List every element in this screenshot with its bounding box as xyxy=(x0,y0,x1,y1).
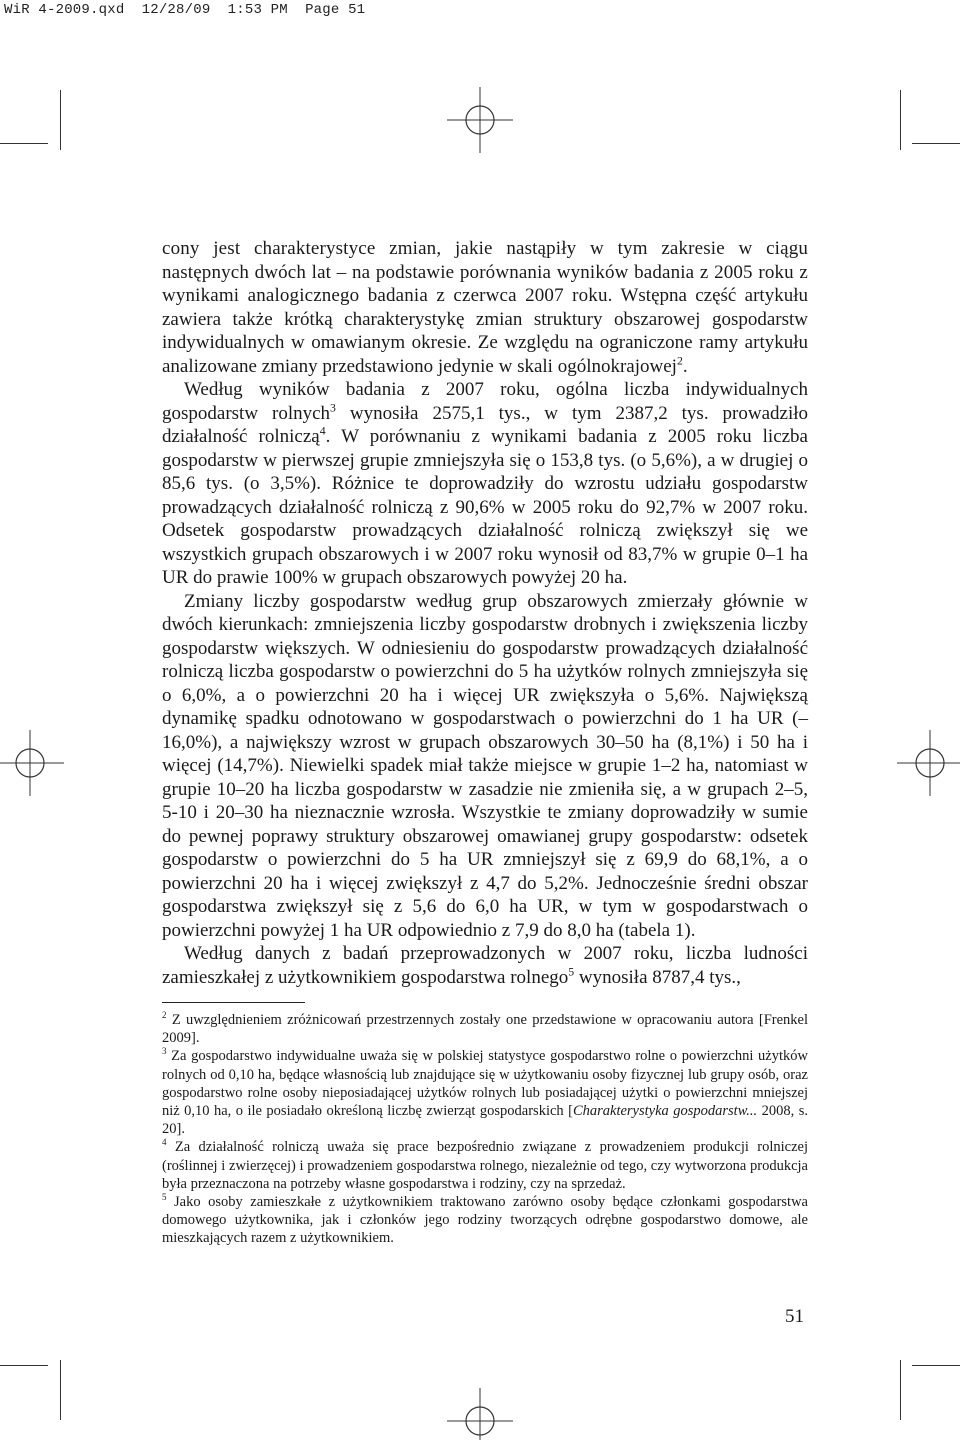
slug-file: WiR 4-2009.qxd xyxy=(4,2,125,18)
paragraph-text: . W porównaniu z wynikami badania z 2005 roku liczba gospodarstw w pierwszej grupie zmniejszyła się o 153,8 tys. (o 5,6%), a w drugiej o 85,6 tys. (o 3,5%). Różnice te doprowadziły do wzrostu udziału gospodarstw prowadzących działalność rolniczą z 90,6% w 2005 roku do 92,7% w 2007 roku. Odsetek gospodarstw prowadzących działalność rolniczą zwiększył się we wszystkich grupach obszarowych i w 2007 roku wynosił od 83,7% w grupie 0–1 ha UR do prawie 100% w grupach obszarowych powyżej 20 ha. xyxy=(162,426,808,588)
footnotes xyxy=(162,1011,808,1248)
paragraph-text: wynosiła 8787,4 tys., xyxy=(574,966,741,988)
paragraph-text: cony jest charakterystyce zmian, jakie nastąpiły w tym zakresie w ciągu następnych dwóch lat – na podstawie porównania wyników badania z 2005 roku z wynikami analogicznego badania z czerwca 2007 roku. xyxy=(162,238,808,306)
footnote-number: 4 xyxy=(162,1137,167,1148)
paragraph: Zmiany liczby gospodarstw według grup obszarowych zmierzały głównie w dwóch kierunkach: zmniejszenia liczby gospodarstw drobnych i zwiększenia liczby gospodarstw większych. W odniesieniu do gospodarstw prowadzących działalność rolniczą liczba gospodarstw o powierzchni do 5 ha użytków rolnych zmniejszyła się o 6,0%, a o powierzchni 20 ha i więcej UR zwiększyła o 5,6%. Największą dynamikę spadku odnotowano w gospodarstwach o powierzchni do 1 ha UR (–16,0%), a największy wzrost w grupach obszarowych 30–50 ha (8,1%) i 50 ha i więcej (14,7%). Niewielki spadek miał także miejsce w grupie 1–2 ha, natomiast w grupie 10–20 ha liczba gospodarstw w zasadzie nie zmieniła się, a w grupach 2–5, 5-10 i 20–30 ha nieznacznie wzrosła. Wszystkie te zmiany doprowadziły w sumie do pewnej poprawy struktury obszarowej omawianej grupy gospodarstw: odsetek gospodarstw o powierzchni do 5 ha UR zmniejszył się z 69,9 do 68,1%, a o powierzchni 20 ha i więcej zwiększył z 4,7 do 5,2%. Jednocześnie średni obszar gospodarstwa zwiększył się z 5,6 do 6,0 ha UR, w tym w gospodarstwach o powierzchni powyżej 1 ha UR odpowiednio z 7,9 do 8,0 ha (tabela 1). xyxy=(162,590,808,941)
footnote-text: 2008, s. 20]. xyxy=(162,1103,808,1138)
citation-title: Charakterystyka gospodarstw... xyxy=(572,1103,758,1120)
paragraph-text: . xyxy=(682,355,688,377)
crop-mark xyxy=(912,143,960,144)
crop-mark xyxy=(900,1360,901,1420)
paragraph xyxy=(162,237,808,378)
registration-mark-icon xyxy=(895,728,960,798)
footnote-ref: 3 xyxy=(330,401,336,415)
footnote xyxy=(162,1193,808,1248)
crop-mark xyxy=(60,1360,61,1420)
body-text xyxy=(162,237,808,989)
registration-mark-icon xyxy=(445,85,515,155)
footnote-ref: 2 xyxy=(676,354,683,368)
footnote-number: 3 xyxy=(162,1046,167,1057)
footnote-number: 5 xyxy=(162,1192,167,1203)
paragraph-text: Według wyników badania z 2007 roku, ogólna liczba indywidualnych gospodarstw rolnych xyxy=(162,379,808,424)
paragraph-text: Według danych z badań przeprowadzonych w 2007 roku, liczba ludności zamieszkałej z użytkownikiem gospodarstwa rolnego xyxy=(162,943,808,988)
paragraph-text: Wstępna część artykułu zawiera także krótką charakterystykę zmian struktury obszarowej gospodarstw indywidualnych w omawianym okresie. Ze względu na ograniczone ramy artykułu analizowane zmiany przedstawiono jedynie w skali ogólnokrajowej xyxy=(162,285,808,377)
crop-mark xyxy=(0,143,48,144)
footnote xyxy=(162,1047,808,1138)
footnote-rule xyxy=(162,1002,305,1003)
footnote xyxy=(162,1138,808,1193)
footnote-text: Z uwzględnieniem zróżnicowań przestrzennych zostały one przedstawione w opracowaniu autora [Frenkel 2009]. xyxy=(162,1012,808,1047)
crop-mark xyxy=(60,90,61,150)
footnote-text: Jako osoby zamieszkałe z użytkownikiem traktowano zarówno osoby będące członkami gospodarstwa domowego użytkownika, jak i członków jego rodziny tworzących odrębne gospodarstwo domowe, ale mieszkających razem z użytkownikiem. xyxy=(162,1194,808,1247)
footnote-text: Za gospodarstwo indywidualne uważa się w polskiej statystyce gospodarstwo rolne o powierzchni użytków rolnych od 0,10 ha, będące własnością lub znajdujące się w użytkowaniu osoby fizycznej lub grupy osób, oraz gospodarstwo rolne osoby nieposiadającej użytków rolnych lub posiadającej użytki o powierzchni mniejszej niż 0,10 ha, o ile posiadało określoną liczbę zwierząt gospodarskich [ xyxy=(162,1048,808,1120)
registration-mark-icon xyxy=(445,1386,515,1440)
crop-mark xyxy=(912,1365,960,1366)
page-number: 51 xyxy=(785,1306,804,1327)
footnote-ref: 5 xyxy=(568,965,575,979)
footnote xyxy=(162,1011,808,1047)
paragraph xyxy=(162,378,808,590)
slug-time: 1:53 PM xyxy=(227,2,288,18)
footnote-ref: 4 xyxy=(319,424,326,438)
registration-mark-icon xyxy=(0,728,66,798)
paragraph xyxy=(162,942,808,989)
footnote-number: 2 xyxy=(162,1010,167,1021)
paragraph-text: wynosiła 2575,1 tys., w tym 2387,2 tys. prowadziło działalność rolniczą xyxy=(162,402,809,447)
crop-mark xyxy=(900,90,901,150)
crop-mark xyxy=(0,1365,48,1366)
slug-date: 12/28/09 xyxy=(141,2,211,18)
print-slug xyxy=(4,2,365,18)
page-content xyxy=(162,237,808,1248)
slug-page: Page 51 xyxy=(305,2,366,18)
footnote-text: Za działalność rolniczą uważa się prace bezpośrednio związane z prowadzeniem produkcji rolniczej (roślinnej i zwierzęcej) i prowadzeniem gospodarstwa rolnego, niezależnie od tego, czy wytworzona produkcja była przeznaczona na potrzeby własne gospodarstwa i rodziny, czy na sprzedaż. xyxy=(162,1139,808,1192)
